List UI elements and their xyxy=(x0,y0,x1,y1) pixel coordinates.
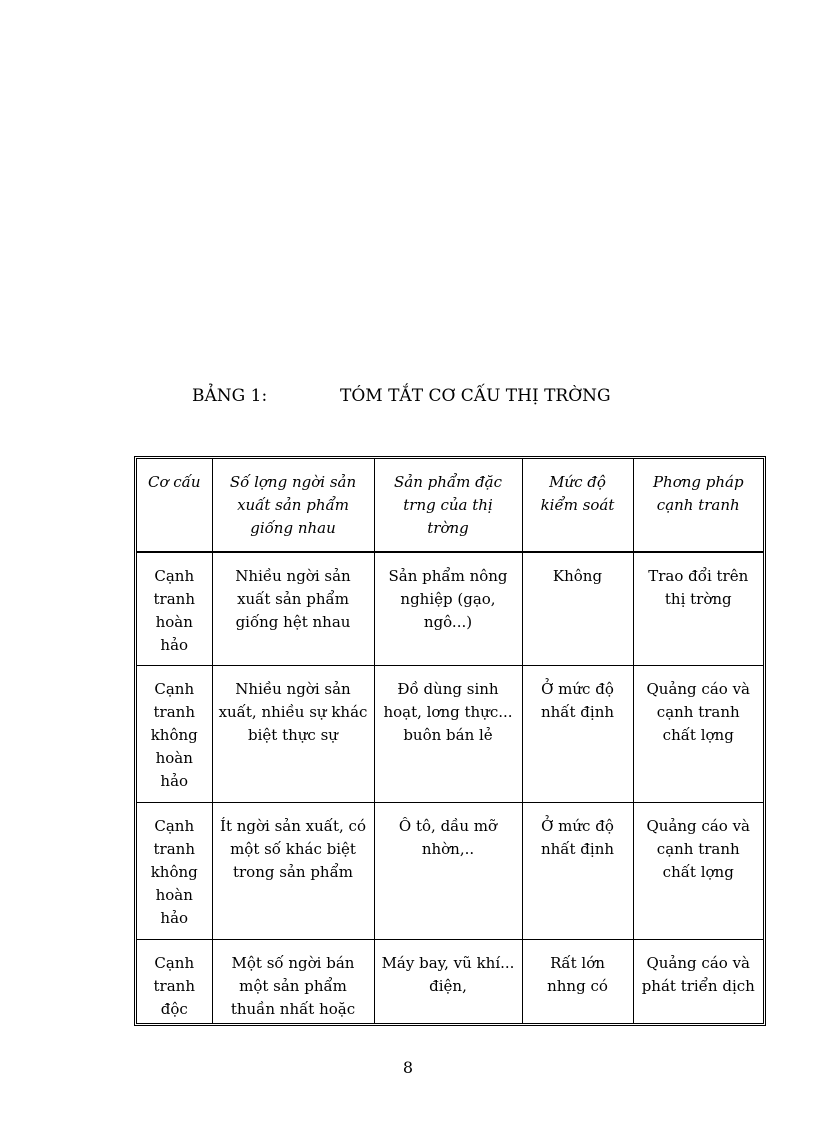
table-row xyxy=(137,803,763,940)
table-row xyxy=(137,940,763,1027)
table-cell: Quảng cáo và cạnh tranh chất lợng xyxy=(633,803,763,940)
page-number: 8 xyxy=(402,1058,414,1077)
table-cell: Cạnh tranh không hoàn hảo xyxy=(137,666,212,803)
header-competition-method: Phơng pháp cạnh tranh xyxy=(633,459,763,552)
table-cell: Cạnh tranh không hoàn hảo xyxy=(137,803,212,940)
table-cell: Ở mức độ nhất định xyxy=(522,803,633,940)
table-title-heading: TÓM TẮT CƠ CẤU THỊ TRỜNG xyxy=(340,386,611,406)
table-cell: Quảng cáo và cạnh tranh chất lợng xyxy=(633,666,763,803)
table-row xyxy=(137,552,763,666)
table-row xyxy=(137,666,763,803)
table-cell: Nhiều ngời sản xuất, nhiều sự khác biệt thực sự xyxy=(212,666,374,803)
market-structure-table xyxy=(134,456,766,1026)
table-cell: Quảng cáo và phát triển dịch xyxy=(633,940,763,1027)
table-cell: Trao đổi trên thị trờng xyxy=(633,552,763,666)
table-cell: Đồ dùng sinh hoạt, lơng thực... buôn bán lẻ xyxy=(374,666,522,803)
table-cell: Máy bay, vũ khí... điện, xyxy=(374,940,522,1027)
header-typical-product: Sản phẩm đặc trng của thị trờng xyxy=(374,459,522,552)
table-cell: Sản phẩm nông nghiệp (gạo, ngô...) xyxy=(374,552,522,666)
market-structure-grid xyxy=(137,459,763,1026)
table-cell: Ô tô, dầu mỡ nhờn,.. xyxy=(374,803,522,940)
table-cell: Nhiều ngời sản xuất sản phẩm giống hệt nhau xyxy=(212,552,374,666)
header-structure: Cơ cấu xyxy=(137,459,212,552)
table-title xyxy=(192,386,652,410)
table-cell: Ở mức độ nhất định xyxy=(522,666,633,803)
table-cell: Ít ngời sản xuất, có một số khác biệt trong sản phẩm xyxy=(212,803,374,940)
table-cell: Không xyxy=(522,552,633,666)
table-cell: Cạnh tranh hoàn hảo xyxy=(137,552,212,666)
table-header-row xyxy=(137,459,763,552)
header-producer-count: Số lợng ngời sản xuất sản phẩm giống nhau xyxy=(212,459,374,552)
table-cell: Cạnh tranh độc xyxy=(137,940,212,1027)
table-cell: Một số ngời bán một sản phẩm thuần nhất hoặc xyxy=(212,940,374,1027)
table-cell: Rất lớn nhng có xyxy=(522,940,633,1027)
header-control-level: Mức độ kiểm soát xyxy=(522,459,633,552)
table-title-label: BẢNG 1: xyxy=(192,386,268,406)
